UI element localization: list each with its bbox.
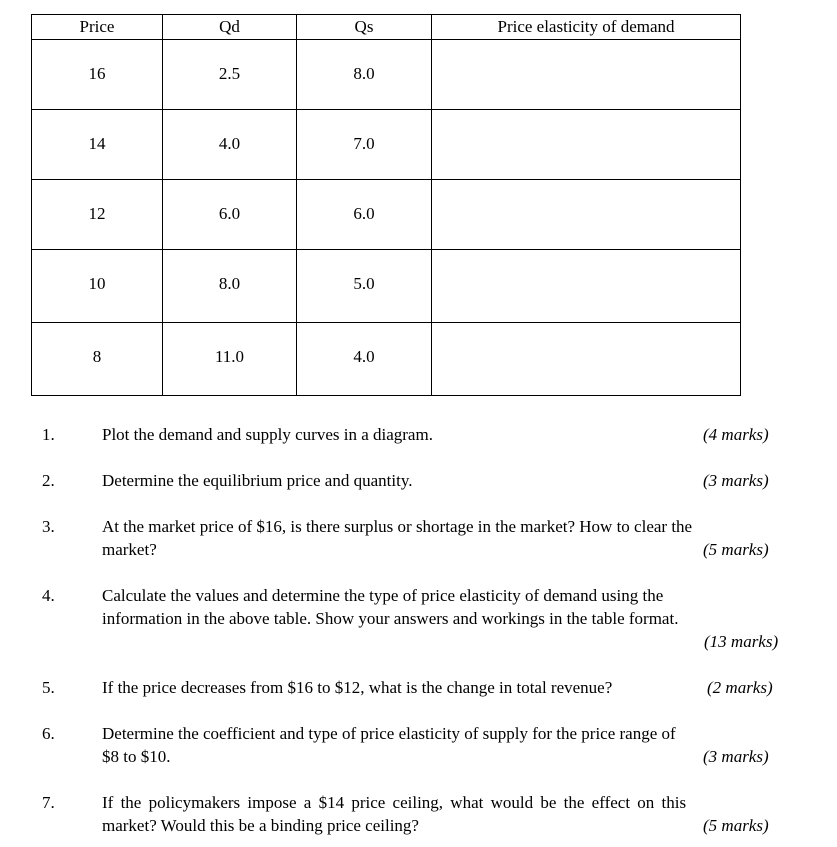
cell-ped xyxy=(432,110,741,180)
question-text-line2: market? xyxy=(102,540,157,559)
question-number: 7. xyxy=(42,793,55,812)
cell-qs: 5.0 xyxy=(353,274,375,293)
cell-qd: 4.0 xyxy=(218,134,241,153)
cell-qd: 8.0 xyxy=(218,274,241,293)
cell-ped xyxy=(432,40,741,110)
cell-qs: 6.0 xyxy=(353,204,375,223)
table-row xyxy=(32,323,741,396)
table-row xyxy=(32,40,741,110)
header-price: Price xyxy=(32,15,163,40)
cell-qd: 6.0 xyxy=(218,204,241,223)
cell-price: 16 xyxy=(88,64,106,83)
cell-ped xyxy=(432,250,741,323)
question-marks: (13 marks) xyxy=(704,632,779,651)
cell-price: 10 xyxy=(88,274,106,293)
table-row xyxy=(32,250,741,323)
cell-ped xyxy=(432,180,741,250)
cell-qd: 11.0 xyxy=(214,347,245,366)
question-text-line2: $8 to $10. xyxy=(102,747,171,766)
question-text: If the price decreases from $16 to $12, what is the change in total revenue? xyxy=(102,678,613,697)
data-table xyxy=(31,14,741,396)
cell-price: 14 xyxy=(88,134,106,153)
question-text-line1: If the policymakers impose a $14 price ceiling, what would be the effect on this xyxy=(102,793,687,812)
question-text-line2: market? Would this be a binding price ceiling? xyxy=(102,816,419,835)
question-number: 5. xyxy=(42,678,55,697)
cell-qs: 8.0 xyxy=(353,64,375,83)
question-number: 1. xyxy=(42,425,55,444)
question-text-line1: Determine the coefficient and type of price elasticity of supply for the price range of xyxy=(102,724,676,743)
cell-ped xyxy=(432,323,741,396)
header-ped: Price elasticity of demand xyxy=(432,15,741,40)
question-text: Plot the demand and supply curves in a diagram. xyxy=(102,425,433,444)
question-number: 4. xyxy=(42,586,55,605)
question-text-line2: information in the above table. Show your answers and workings in the table format. xyxy=(102,609,679,628)
question-marks: (3 marks) xyxy=(703,747,769,766)
header-qd: Qd xyxy=(163,15,297,40)
table-header-row xyxy=(32,15,741,40)
table-row xyxy=(32,180,741,250)
cell-qs: 4.0 xyxy=(353,347,375,366)
question-text: Determine the equilibrium price and quantity. xyxy=(102,471,413,490)
question-marks: (3 marks) xyxy=(703,471,769,490)
question-number: 2. xyxy=(42,471,55,490)
table-row xyxy=(32,110,741,180)
question-text-line1: Calculate the values and determine the type of price elasticity of demand using the xyxy=(102,586,664,605)
cell-qs: 7.0 xyxy=(353,134,375,153)
question-number: 3. xyxy=(42,517,55,536)
question-marks: (2 marks) xyxy=(707,678,773,697)
question-marks: (5 marks) xyxy=(703,540,769,559)
cell-price: 8 xyxy=(92,347,102,366)
cell-qd: 2.5 xyxy=(218,64,241,83)
question-marks: (5 marks) xyxy=(703,816,769,835)
header-qs: Qs xyxy=(297,15,432,40)
cell-price: 12 xyxy=(88,204,106,223)
question-number: 6. xyxy=(42,724,55,743)
question-text-line1: At the market price of $16, is there surplus or shortage in the market? How to clear the xyxy=(102,517,693,536)
question-marks: (4 marks) xyxy=(703,425,769,444)
